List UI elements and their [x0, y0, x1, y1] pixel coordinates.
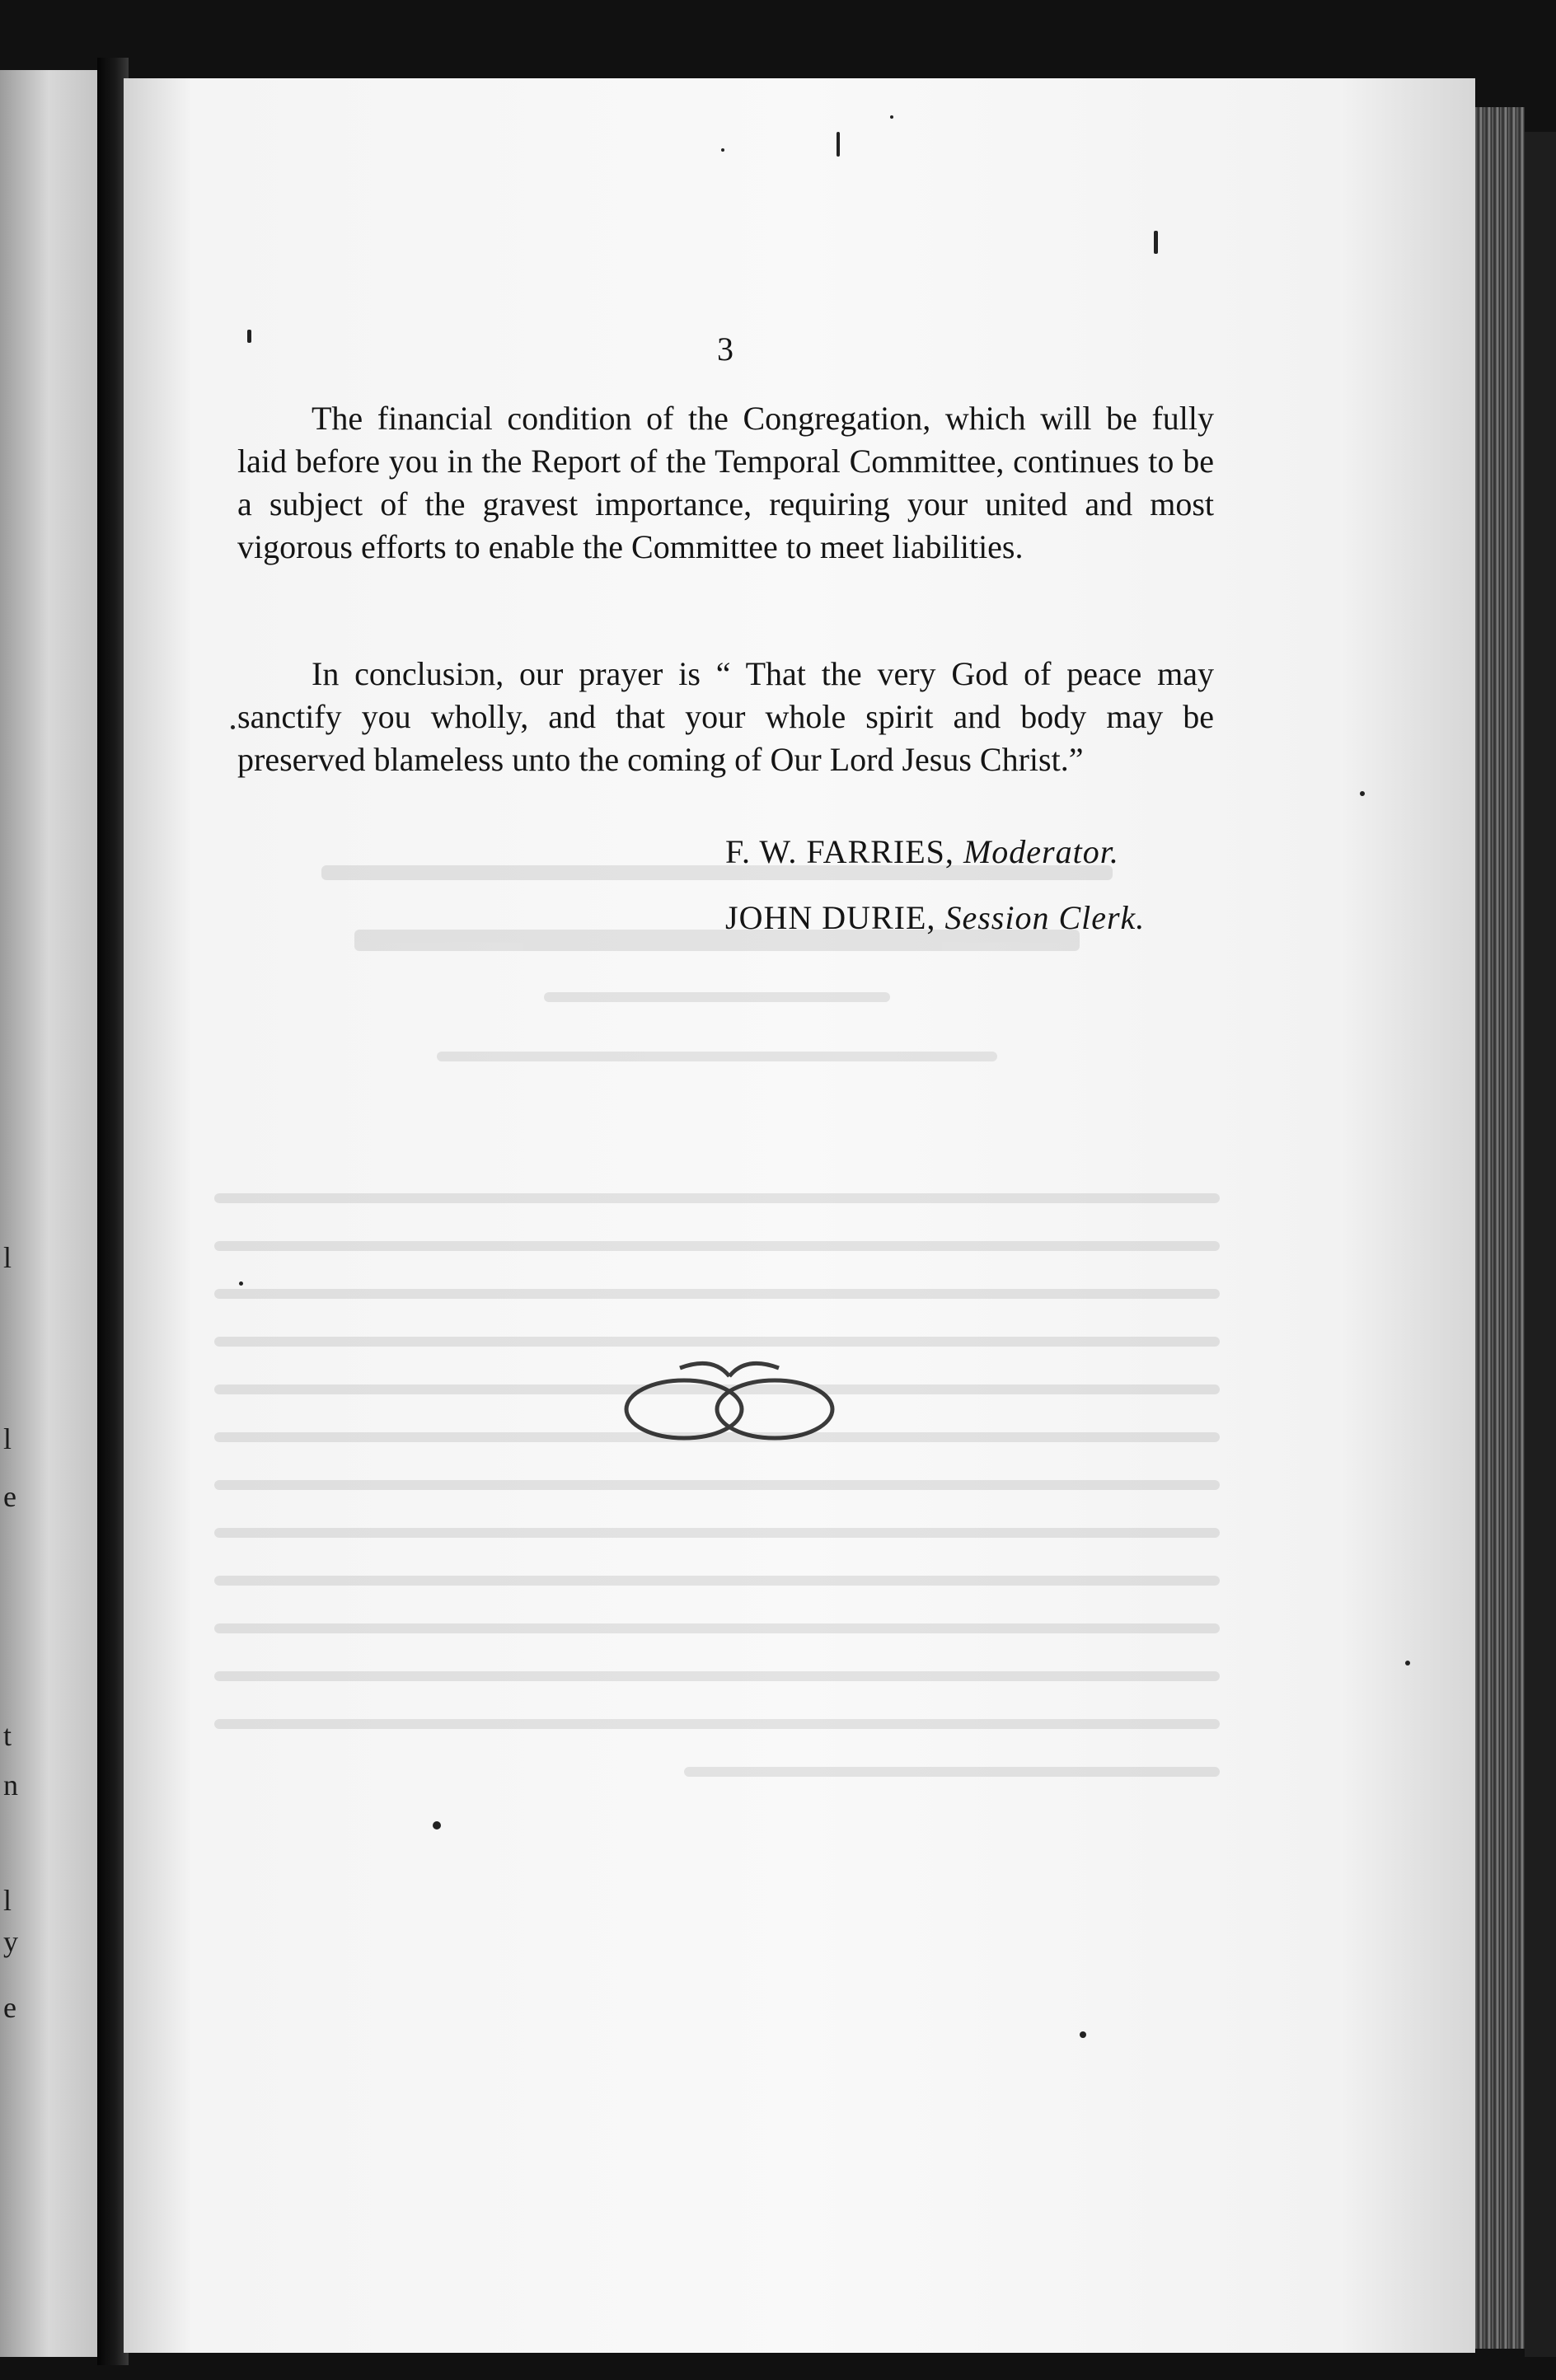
signatory-role: Session Clerk. — [944, 899, 1146, 936]
signature-moderator — [725, 832, 1195, 871]
facing-page-letter: l — [3, 1884, 12, 1917]
page-edges — [1475, 107, 1525, 2349]
paragraph-text: In conclusiɔn, our prayer is “ That the very God of peace may sanctify you wholly, and that your whole spirit and body may be preserved blameless unto the coming of Our Lord Jesus Christ.” — [237, 655, 1214, 778]
book-cover-edge — [1525, 132, 1556, 2357]
ornament-bleed-through — [622, 1352, 837, 1450]
facing-page-letter: e — [3, 1480, 16, 1513]
paragraph-financial-condition — [237, 397, 1214, 569]
paragraph-text: The financial condition of the Congregation, which will be fully laid before you in the Report of the Temporal Committee, continues to be a subject of the gravest importance, requiring your united and most vigorous efforts to enable the Committee to meet liabilities. — [237, 400, 1214, 565]
signatory-role: Moderator. — [963, 833, 1119, 870]
facing-page-letter: l — [3, 1241, 12, 1274]
facing-page-fragments — [0, 70, 25, 2357]
facing-page-letter: y — [3, 1925, 18, 1958]
paragraph-conclusion — [237, 653, 1214, 781]
facing-page-letter: n — [3, 1769, 18, 1801]
signatory-name: JOHN DURIE, — [725, 899, 936, 936]
page-number: 3 — [717, 330, 733, 368]
signature-session-clerk — [725, 898, 1195, 937]
facing-page-letter: e — [3, 1991, 16, 2024]
facing-page-letter: l — [3, 1422, 12, 1455]
facing-page-letter: t — [3, 1719, 12, 1752]
signatory-name: F. W. FARRIES, — [725, 833, 954, 870]
